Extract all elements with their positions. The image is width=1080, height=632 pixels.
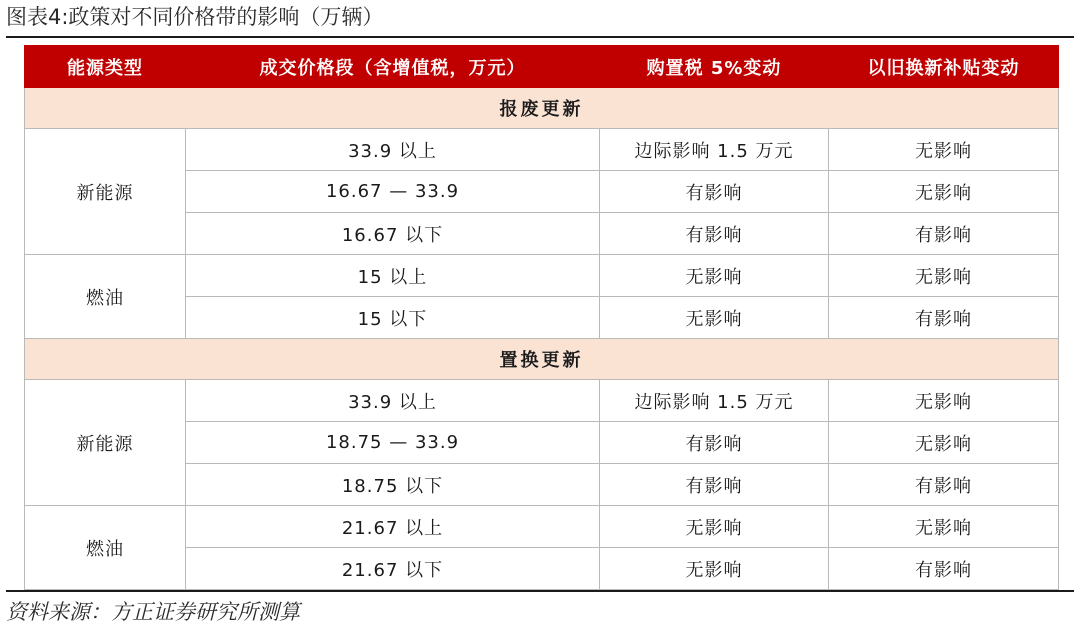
price-range-cell: 16.67 以下 [186, 213, 600, 255]
bottom-rule [6, 590, 1074, 592]
table-row [25, 380, 1059, 422]
source-note: 资料来源：方正证券研究所测算 [6, 600, 300, 624]
header-trade-in-subsidy-change: 以旧换新补贴变动 [829, 46, 1059, 88]
price-range-cell: 33.9 以上 [186, 380, 600, 422]
price-range-cell: 15 以下 [186, 297, 600, 339]
energy-type-cell: 新能源 [25, 129, 186, 255]
price-range-cell: 18.75 — 33.9 [186, 422, 600, 464]
subsidy-change-cell: 无影响 [829, 129, 1059, 171]
section-label: 置换更新 [25, 339, 1059, 380]
tax-change-cell: 无影响 [600, 297, 829, 339]
subsidy-change-cell: 有影响 [829, 464, 1059, 506]
price-range-cell: 21.67 以下 [186, 548, 600, 590]
header-purchase-tax-change: 购置税 5%变动 [600, 46, 829, 88]
tax-change-cell: 有影响 [600, 171, 829, 213]
price-range-cell: 33.9 以上 [186, 129, 600, 171]
tax-change-cell: 有影响 [600, 422, 829, 464]
energy-type-cell: 燃油 [25, 255, 186, 339]
section-label: 报废更新 [25, 88, 1059, 129]
policy-impact-table [24, 45, 1059, 590]
section-row [25, 339, 1059, 380]
price-range-cell: 15 以上 [186, 255, 600, 297]
subsidy-change-cell: 无影响 [829, 380, 1059, 422]
subsidy-change-cell: 有影响 [829, 213, 1059, 255]
subsidy-change-cell: 无影响 [829, 422, 1059, 464]
table-row [25, 506, 1059, 548]
table-header-row [25, 46, 1059, 88]
tax-change-cell: 无影响 [600, 506, 829, 548]
header-price-range: 成交价格段（含增值税，万元） [186, 46, 600, 88]
table-row [25, 129, 1059, 171]
subsidy-change-cell: 有影响 [829, 548, 1059, 590]
section-row [25, 88, 1059, 129]
tax-change-cell: 边际影响 1.5 万元 [600, 129, 829, 171]
subsidy-change-cell: 无影响 [829, 171, 1059, 213]
energy-type-cell: 新能源 [25, 380, 186, 506]
subsidy-change-cell: 无影响 [829, 255, 1059, 297]
tax-change-cell: 无影响 [600, 548, 829, 590]
subsidy-change-cell: 有影响 [829, 297, 1059, 339]
figure-title: 图表4:政策对不同价格带的影响（万辆） [6, 5, 384, 29]
energy-type-cell: 燃油 [25, 506, 186, 590]
price-range-cell: 21.67 以上 [186, 506, 600, 548]
top-rule [6, 36, 1074, 38]
tax-change-cell: 有影响 [600, 213, 829, 255]
tax-change-cell: 无影响 [600, 255, 829, 297]
price-range-cell: 18.75 以下 [186, 464, 600, 506]
header-energy-type: 能源类型 [25, 46, 186, 88]
tax-change-cell: 边际影响 1.5 万元 [600, 380, 829, 422]
tax-change-cell: 有影响 [600, 464, 829, 506]
table-row [25, 255, 1059, 297]
price-range-cell: 16.67 — 33.9 [186, 171, 600, 213]
subsidy-change-cell: 无影响 [829, 506, 1059, 548]
